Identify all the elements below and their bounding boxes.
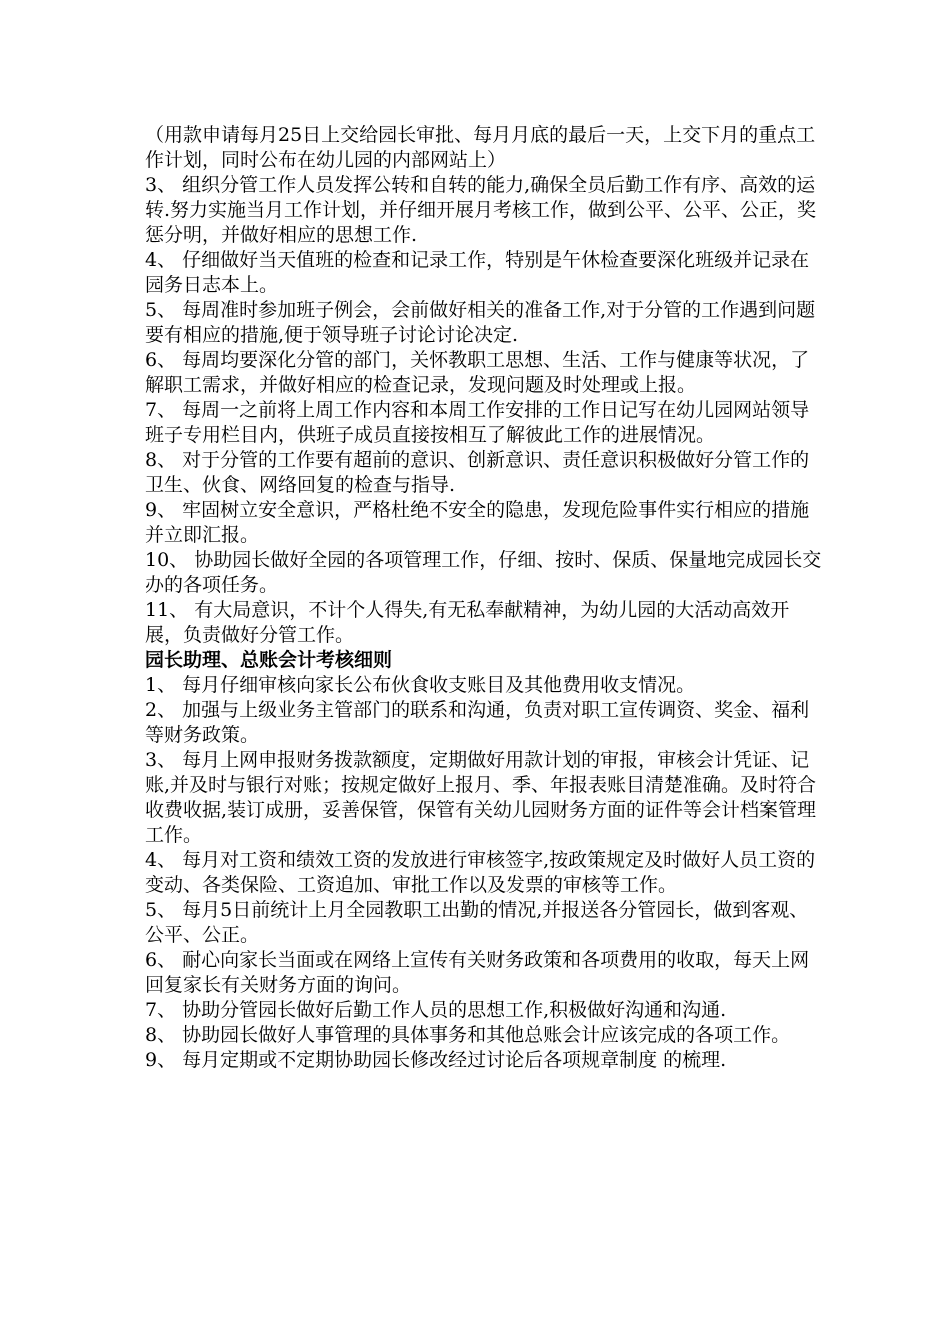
paragraph-item-8: 8、 对于分管的工作要有超前的意识、创新意识、责任意识积极做好分管工作的卫生、伙食、网络回复的检查与指导. (145, 449, 810, 496)
rule-item-4: 4、 每月对工资和绩效工资的发放进行审核签字,按政策规定及时做好人员工资的变动、各类保险、工资追加、审批工作以及发票的审核等工作。 (145, 849, 816, 896)
rule-item-6: 6、 耐心向家长当面或在网络上宣传有关财务政策和各项费用的收取，每天上网回复家长有关财务方面的询问。 (145, 949, 810, 996)
rule-item-8: 8、 协助园长做好人事管理的具体事务和其他总账会计应该完成的各项工作。 (145, 1024, 791, 1046)
rule-item-2: 2、 加强与上级业务主管部门的联系和沟通，负责对职工宣传调资、奖金、福利等财务政策。 (145, 699, 810, 746)
paragraph-item-9: 9、 牢固树立安全意识，严格杜绝不安全的隐患，发现危险事件实行相应的措施并立即汇报。 (145, 499, 810, 546)
paragraph-item-6: 6、 每周均要深化分管的部门，关怀教职工思想、生活、工作与健康等状况，了解职工需求，并做好相应的检查记录，发现问题及时处理或上报。 (145, 349, 810, 396)
paragraph-item-4: 4、 仔细做好当天值班的检查和记录工作，特别是午休检查要深化班级并记录在园务日志本上。 (145, 249, 810, 296)
paragraph-item-10: 10、 协助园长做好全园的各项管理工作，仔细、按时、保质、保量地完成园长交办的各项任务。 (145, 549, 822, 596)
document-page (145, 123, 825, 1073)
paragraph-item-11: 11、 有大局意识，不计个人得失,有无私奉献精神，为幼儿园的大活动高效开展，负责做好分管工作。 (145, 599, 790, 646)
section-heading: 园长助理、总账会计考核细则 (145, 649, 393, 671)
paragraph-note: （用款申请每月25日上交给园长审批、每月月底的最后一天，上交下月的重点工作计划，同时公布在幼儿园的内部网站上） (145, 124, 816, 171)
rule-item-3: 3、 每月上网申报财务拨款额度，定期做好用款计划的审报，审核会计凭证、记账,并及时与银行对账；按规定做好上报月、季、年报表账目清楚准确。及时符合收费收据,装订成册，妥善保管，保管有关幼儿园财务方面的证件等会计档案管理工作。 (145, 749, 817, 846)
rule-item-5: 5、 每月5日前统计上月全园教职工出勤的情况,并报送各分管园长，做到客观、公平、公正。 (145, 899, 809, 946)
paragraph-item-3: 3、 组织分管工作人员发挥公转和自转的能力,确保全员后勤工作有序、高效的运转.努力实施当月工作计划，并仔细开展月考核工作，做到公平、公平、公正，奖惩分明，并做好相应的思想工作. (145, 174, 817, 246)
rule-item-1: 1、 每月仔细审核向家长公布伙食收支账目及其他费用收支情况。 (145, 674, 696, 696)
paragraph-item-7: 7、 每周一之前将上周工作内容和本周工作安排的工作日记写在幼儿园网站领导班子专用栏目内，供班子成员直接按相互了解彼此工作的进展情况。 (145, 399, 810, 446)
paragraph-item-5: 5、 每周准时参加班子例会，会前做好相关的准备工作,对于分管的工作遇到问题要有相应的措施,便于领导班子讨论讨论决定. (145, 299, 816, 346)
rule-item-9: 9、 每月定期或不定期协助园长修改经过讨论后各项规章制度 的梳理. (145, 1049, 727, 1071)
rule-item-7: 7、 协助分管园长做好后勤工作人员的思想工作,积极做好沟通和沟通. (145, 999, 727, 1021)
